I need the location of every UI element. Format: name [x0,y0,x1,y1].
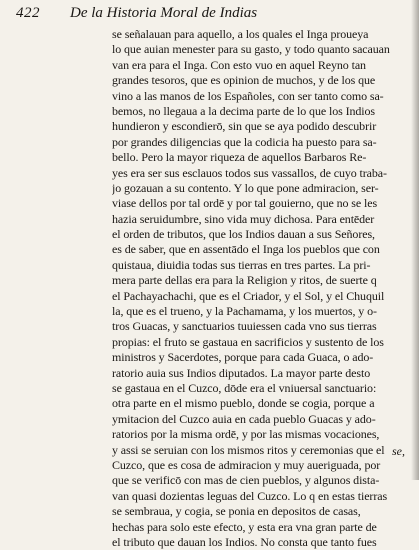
text-line: propias: el fruto se gastaua en sacrificios y sustento de los [112,334,384,349]
running-head: De la Historia Moral de Indias [70,5,258,21]
catchword: se, [392,444,405,458]
text-line: ministros y Sacerdotes, porque para cada Guaca, o ado- [112,350,374,365]
text-line: hundieron y escondierō, sin que se aya podido descubrir [112,119,377,134]
text-line: el Pachayachachi, que es el Criador, y el Sol, y el Chuquil [112,288,385,303]
text-line: tros Guacas, y sanctuarios tuuiessen cada vno sus tierras [112,319,377,334]
text-line: ymitacion del Cuzco auia en cada pueblo Guacas y ado- [112,411,376,426]
text-line: hechas para solo este efecto, y esta era vna gran parte de [112,519,377,534]
text-line: hazia seruidumbre, sino vida muy dichosa. Para entēder [112,211,375,226]
text-line: mera parte dellas era para la Religion y ritos, de suerte q [112,273,377,288]
text-line: que se verificō con mas de cien pueblos, y algunos dista- [112,473,380,488]
text-line: ratorio auia sus Indios diputados. La mayor parte desto [112,365,371,380]
text-line: van era para el Inga. Con esto vuo en aquel Reyno tan [112,57,366,72]
text-line: la, que es el trueno, y la Pachamama, y los muertos, y o- [112,304,377,319]
page-edge-shadow [411,0,419,480]
text-line: el tributo que dauan los Indios. No consta que tanto fues [112,534,377,549]
text-line: lo que auian menester para su gasto, y todo quanto sacauan [112,42,390,57]
body-text [112,27,412,550]
text-line: grandes tesoros, que es opinion de muchos, y de los que [112,73,376,88]
text-line: bemos, no llegaua a la decima parte de lo que los Indios [112,103,375,118]
text-line: van quasi dozientas leguas del Cuzco. Lo q en estas tierras [112,488,388,503]
text-line: viase dellos por tal ordē y por tal gouierno, que no se les [112,196,378,211]
text-line: es de saber, que en assentādo el Inga los pueblos que con [112,242,380,257]
text-line: otra parte en el mismo pueblo, donde se cogia, porque a [112,396,375,411]
text-line: quistaua, diuidia todas sus tierras en tres partes. La pri- [112,257,371,272]
text-line: vino a las manos de los Españoles, con ser tanto como sa- [112,88,384,103]
text-line: yes era ser sus esclauos todos sus vassallos, de cuyo traba- [112,165,387,180]
text-line: se señalauan para aquello, a los quales el Inga proueya [112,27,369,41]
text-line: se sembraua, y cogia, se ponia en depositos de casas, [112,504,361,519]
text-line: bello. Pero la mayor riqueza de aquellos Barbaros Re- [112,150,367,165]
text-line: por grandes diligencias que la codicia ha puesto para sa- [112,134,377,149]
text-line: Cuzco, que es cosa de admiracion y muy aueriguada, por [112,457,381,472]
page-number: 422 [16,5,40,21]
text-line: ratorios por la misma ordē, y por las mismas vocaciones, [112,427,380,442]
text-line: se gastaua en el Cuzco, dōde era el vniuersal sanctuario: [112,380,377,395]
text-line: jo gozauan a su contento. Y lo que pone admiracion, ser- [112,180,379,195]
text-line: y assi se seruian con los mismos ritos y ceremonias que el [112,442,385,457]
page-header [12,3,407,25]
text-line: el orden de tributos, que los Indios dauan a sus Señores, [112,227,375,242]
